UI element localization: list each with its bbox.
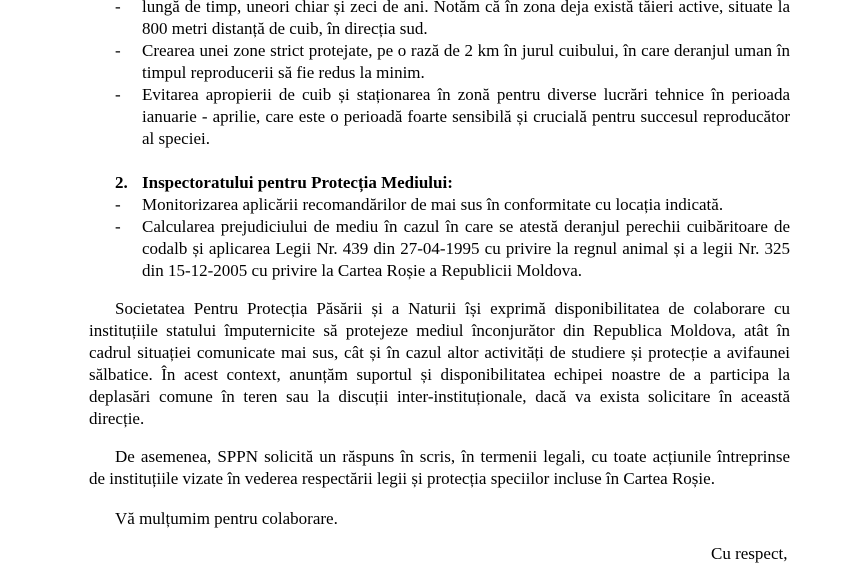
thanks-line: Vă mulțumim pentru colaborare. (115, 509, 338, 528)
bullet-line: Evitarea apropierii de cuib și staționarea în zonă pentru diverse lucrări tehnice în perioada (142, 85, 790, 104)
paragraph-line: instituțiile statului împuternicite să protejeze mediul înconjurător din Republica Moldova, atât în (89, 321, 790, 340)
bullet-dash: - (115, 195, 121, 214)
paragraph-line: deplasări comune în teren sau la discuții inter-instituționale, dacă va exista solicitare în această (89, 387, 790, 406)
bullet-dash: - (115, 85, 121, 104)
bullet-line: al speciei. (142, 129, 210, 148)
bullet-line: timpul reproducerii să fie redus la minim. (142, 63, 425, 82)
bullet-line: Calcularea prejudiciului de mediu în cazul în care se atestă deranjul perechii cuibăritoare de (142, 217, 790, 236)
bullet-dash: - (115, 41, 121, 60)
bullet-line: 800 metri distanță de cuib, în direcția sud. (142, 19, 428, 38)
paragraph-line: De asemenea, SPPN solicită un răspuns în scris, în termenii legali, cu toate acțiunile întreprinse (115, 447, 790, 466)
bullet-dash: - (115, 0, 121, 16)
bullet-line: din 15-12-2005 cu privire la Cartea Roșie a Republicii Moldova. (142, 261, 583, 280)
paragraph-line: direcție. (89, 409, 145, 428)
paragraph-line: de instituțiile vizate în vederea respectării legii și protecția speciilor incluse în Cartea Roșie. (89, 469, 715, 488)
bullet-line: ianuarie - aprilie, care este o perioadă foarte sensibilă și crucială pentru succesul reproducător (142, 107, 790, 126)
paragraph-line: Societatea Pentru Protecția Păsării și a Naturii își exprimă disponibilitatea de colaborare cu (115, 299, 790, 318)
bullet-line: Crearea unei zone strict protejate, pe o rază de 2 km în jurul cuibului, în care deranjul uman în (142, 41, 790, 60)
bullet-line: codalb și aplicarea Legii Nr. 439 din 27-04-1995 cu privire la regnul animal și a legii Nr. 325 (142, 239, 790, 258)
paragraph-line: cadrul situației comunicate mai sus, cât și în cazul altor activități de studiere și protecție a avifaunei (89, 343, 790, 362)
paragraph-line: sălbatice. În acest context, anunțăm suportul și disponibilitatea echipei noastre de a participa la (89, 365, 790, 384)
closing-line: Cu respect, (711, 544, 788, 563)
section-number: 2. (115, 173, 128, 192)
section-heading: Inspectoratului pentru Protecția Mediului: (142, 173, 453, 192)
bullet-dash: - (115, 217, 121, 236)
bullet-line: Monitorizarea aplicării recomandărilor de mai sus în conformitate cu locația indicată. (142, 195, 724, 214)
bullet-line: lungă de timp, uneori chiar și zeci de ani. Notăm că în zona deja există tăieri active, situate la (142, 0, 790, 16)
